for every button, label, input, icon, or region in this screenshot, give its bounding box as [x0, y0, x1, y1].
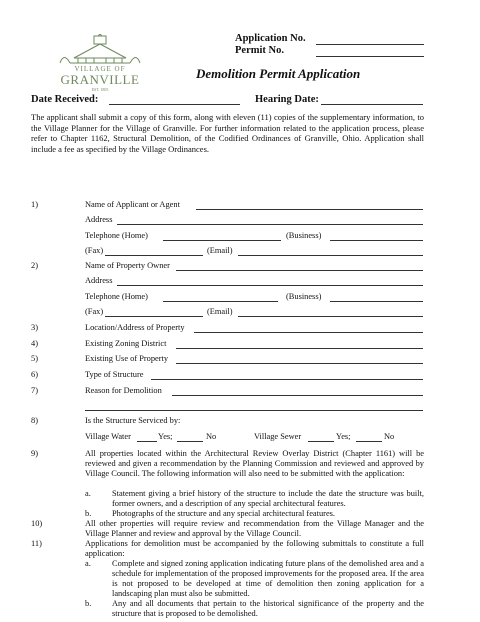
item-number: 1) — [31, 200, 38, 209]
village-logo — [54, 34, 146, 92]
applicant-email-field[interactable] — [238, 255, 423, 256]
item-number: 2) — [31, 261, 38, 270]
reason-field[interactable] — [172, 395, 423, 396]
telephone-home-label: Telephone (Home) — [85, 231, 148, 240]
owner-email-field[interactable] — [238, 316, 423, 317]
permit-no-field[interactable] — [316, 56, 424, 57]
sewer-yes-field[interactable] — [308, 441, 334, 442]
item-number: 5) — [31, 354, 38, 363]
item-number: 6) — [31, 370, 38, 379]
item-9a-letter: a. — [85, 489, 91, 498]
item-11-text: Applications for demolition must be accompanied by the following submittals to constitute a full application: — [85, 539, 424, 558]
date-received-label: Date Received: — [31, 94, 99, 105]
business-label: (Business) — [286, 292, 322, 301]
location-label: Location/Address of Property — [85, 323, 185, 332]
logo-top-text: VILLAGE OF — [74, 65, 126, 73]
address-label: Address — [85, 215, 113, 224]
reason-field-line2[interactable] — [85, 410, 423, 411]
owner-field[interactable] — [176, 270, 423, 271]
item-number: 4) — [31, 339, 38, 348]
applicant-home-phone-field[interactable] — [163, 240, 281, 241]
page-title: Demolition Permit Application — [196, 66, 361, 81]
sewer-yes-label: Yes; — [336, 432, 351, 441]
use-label: Existing Use of Property — [85, 354, 169, 363]
permit-no-label: Permit No. — [235, 45, 284, 56]
zoning-label: Existing Zoning District — [85, 339, 167, 348]
water-yes-field[interactable] — [137, 441, 157, 442]
water-no-label: No — [206, 432, 217, 441]
applicant-business-phone-field[interactable] — [330, 240, 423, 241]
owner-label: Name of Property Owner — [85, 261, 170, 270]
item-10-text: All other properties will require review and recommendation from the Village Manager and the Village Planner and review and approval by the Village Council. — [85, 519, 424, 538]
fax-label: (Fax) — [85, 307, 104, 316]
intro-paragraph: The applicant shall submit a copy of this form, along with eleven (11) copies of the supplementary information, to the Village Planner for the Village of Granville. For further information related to the application process, please refer to Chapter 1162, Structural Demolition, of the Codified Ordinances of Granville, Ohio. Application shall include a fee as specified by the Village Ordinances. — [31, 112, 424, 154]
item-number: 8) — [31, 416, 38, 425]
item-number: 11) — [31, 539, 42, 548]
owner-business-phone-field[interactable] — [330, 301, 423, 302]
item-11a-letter: a. — [85, 559, 91, 568]
fax-label: (Fax) — [85, 246, 104, 255]
serviced-label: Is the Structure Serviced by: — [85, 416, 181, 425]
use-field[interactable] — [176, 363, 423, 364]
application-no-label: Application No. — [235, 33, 306, 44]
item-9b-letter: b. — [85, 509, 92, 518]
building-icon — [54, 34, 146, 64]
location-field[interactable] — [194, 332, 423, 333]
item-number: 3) — [31, 323, 38, 332]
item-11a-text: Complete and signed zoning application indicating future plans of the demolished area and a schedule for implementation of the proposed improvements for the proposed area. If the area is not proposed to be developed at time of demolition then zoning application for a landscaping plan must also be submitted. — [112, 559, 424, 598]
sewer-no-field[interactable] — [356, 441, 382, 442]
structure-field[interactable] — [151, 379, 423, 380]
email-label: (Email) — [207, 246, 233, 255]
applicant-address-field[interactable] — [117, 224, 423, 225]
logo-est-text: EST. 1805 — [91, 87, 109, 92]
date-received-field[interactable] — [109, 104, 240, 105]
zoning-field[interactable] — [176, 348, 423, 349]
sewer-label: Village Sewer — [254, 432, 302, 441]
address-label: Address — [85, 276, 113, 285]
item-number: 9) — [31, 449, 38, 458]
application-no-field[interactable] — [316, 44, 424, 45]
hearing-date-label: Hearing Date: — [255, 94, 319, 105]
water-yes-label: Yes; — [158, 432, 173, 441]
structure-label: Type of Structure — [85, 370, 144, 379]
telephone-home-label: Telephone (Home) — [85, 292, 148, 301]
owner-home-phone-field[interactable] — [163, 301, 278, 302]
item-number: 7) — [31, 386, 38, 395]
item-number: 10) — [31, 519, 43, 528]
hearing-date-field[interactable] — [321, 104, 423, 105]
item-9a-text: Statement giving a brief history of the structure to include the date the structure was built, former owners, and a description of any special architectural features. — [112, 489, 424, 508]
logo-main-text: GRANVILLE — [60, 72, 140, 87]
applicant-field[interactable] — [196, 209, 423, 210]
water-no-field[interactable] — [177, 441, 203, 442]
application-no-row — [235, 33, 306, 44]
reason-label: Reason for Demolition — [85, 386, 162, 395]
item-11b-text: Any and all documents that pertain to the historical significance of the property and the structure that is proposed to be demolished. — [112, 599, 424, 618]
water-label: Village Water — [85, 432, 131, 441]
owner-fax-field[interactable] — [105, 316, 203, 317]
applicant-fax-field[interactable] — [105, 255, 203, 256]
applicant-label: Name of Applicant or Agent — [85, 200, 180, 209]
business-label: (Business) — [286, 231, 322, 240]
permit-no-row — [235, 45, 284, 56]
item-11b-letter: b. — [85, 599, 92, 608]
owner-address-field[interactable] — [117, 285, 423, 286]
item-9-text: All properties located within the Architectural Review Overlay District (Chapter 1161) will be reviewed and given a recommendation by the Planning Commission and reviewed and approved by Village Council. The following information will also need to be submitted with the application: — [85, 449, 424, 478]
item-9b-text: Photographs of the structure and any special architectural features. — [112, 509, 336, 518]
email-label: (Email) — [207, 307, 233, 316]
sewer-no-label: No — [384, 432, 395, 441]
